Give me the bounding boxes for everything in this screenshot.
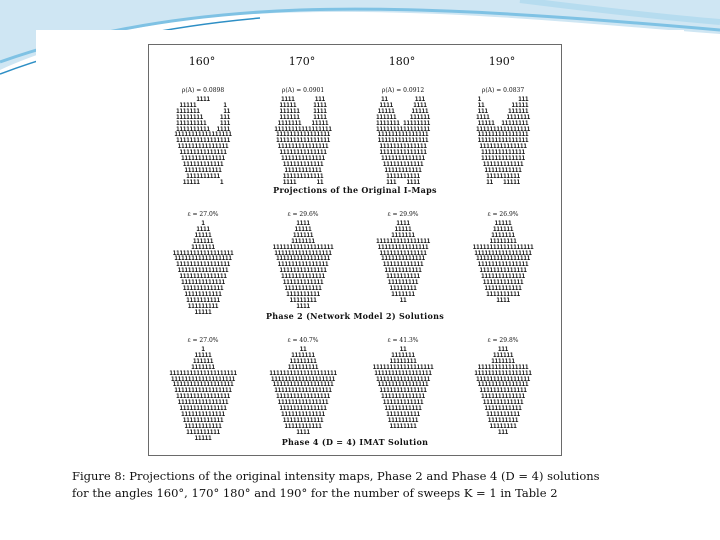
original-row-caption: Projections of the Original I-Maps [273,185,437,195]
phase2-map-170: 1111 11111 111111 1111111 111111111111111111 11111111111111111 1111111111111111 111111111111111 11111111111111 1111111111111 111111111111 11111111111 1111111111 11111111 1111 [272,220,334,310]
phase2-metric-160: ε = 27.0% [187,211,219,218]
original-metric-170: ρ(A) = 0.0901 [281,87,325,94]
original-metric-160: ρ(A) = 0.0898 [181,87,225,94]
figure-caption-line-1: Figure 8: Projections of the original intensity maps, Phase 2 and Phase 4 (D = 4) solutions [72,469,600,483]
phase4-metric-190: ε = 29.8% [487,337,519,344]
phase4-metric-170: ε = 40.7% [287,337,319,344]
figure-panel [148,44,562,456]
original-metric-190: ρ(A) = 0.0837 [481,87,525,94]
figure-caption [72,468,662,502]
angle-header-190: 190° [488,55,516,68]
phase2-map-180: 1111 11111 1111111 1111111111111111 111111111111111 11111111111111 1111111111111 111111111111 11111111111 1111111111 111111111 11111111 1111111 11 [375,220,430,304]
phase4-map-160: 1 11111 111111 1111111 11111111111111111111 1111111111111111111 111111111111111111 11111111111111111 1111111111111111 111111111111111 11111111111111 1111111111111 111111111111 11111111111 1111111111 11111 [169,346,237,442]
original-map-190: 1 111 11 11111 111 111111 1111 1111111 11111 11111111 1111111111111111 111111111111111 111111111111111 11111111111111 1111111111111 1111111111111 111111111111 11111111111 1111111111 11 11111 [475,96,530,186]
phase2-row-caption: Phase 2 (Network Model 2) Solutions [265,311,445,321]
original-metric-180: ρ(A) = 0.0912 [381,87,425,94]
phase2-metric-190: ε = 26.9% [487,211,519,218]
phase4-row-caption: Phase 4 (D = 4) IMAT Solution [281,437,429,447]
original-map-180: 11 111 1111 1111 11111 11111 111111 111111 1111111 11111111 1111111111111111 111111111111111 111111111111111 11111111111111 11111111111111 1111111111111 111111111111 11111111111 1111111111 111 1111 [375,96,430,186]
phase2-map-160: 1 1111 11111 111111 1111111 111111111111111111 11111111111111111 1111111111111111 111111111111111 11111111111111 1111111111111 111111111111 11111111111 1111111111 111111111 11111 [172,220,234,316]
phase4-map-170: 11 1111111 11111111 111111111 11111111111111111111 1111111111111111111 111111111111111111 11111111111111111 1111111111111111 111111111111111 11111111111111 1111111111111 111111111111 11111111111 1111 [269,346,337,436]
phase2-metric-180: ε = 29.9% [387,211,419,218]
original-map-170: 1111 111 11111 1111 111111 1111 111111 1111 1111111 11111 11111111111111111 1111111111111111 1111111111111111 111111111111111 11111111111111 1111111111111 111111111111 11111111111 111111111111 1111 11 [274,96,332,186]
phase2-map-190: 11111 111111 1111111 11111111 111111111111111111 11111111111111111 1111111111111111 111111111111111 11111111111111 1111111111111 111111111111 11111111111 1111111111 1111 [472,220,534,304]
phase2-metric-170: ε = 29.6% [287,211,319,218]
figure-caption-line-2: for the angles 160°, 170° 180° and 190° for the number of sweeps K = 1 in Table 2 [72,486,558,500]
phase4-metric-180: ε = 41.3% [387,337,419,344]
angle-header-180: 180° [388,55,416,68]
angle-header-170: 170° [288,55,316,68]
phase4-map-180: 11 1111111 11111111 111111111111111111 11111111111111111 1111111111111111 111111111111111 11111111111111 1111111111111 111111111111 11111111111 1111111111 111111111 11111111 [372,346,434,430]
angle-header-160: 160° [188,55,216,68]
phase4-map-190: 111 111111 1111111 111111111111111 11111111111111111 1111111111111111 111111111111111 11111111111111 1111111111111 111111111111 11111111111 1111111111 111111111 11111111 111 [474,346,532,436]
phase4-metric-160: ε = 27.0% [187,337,219,344]
original-map-160: 1111 11111 1 1111111 11 11111111 111 111111111 111 1111111111 1111 11111111111111111 1111111111111111 111111111111111 11111111111111 1111111111111 111111111111 11111111111 1111111111 11111 1 [174,96,232,186]
